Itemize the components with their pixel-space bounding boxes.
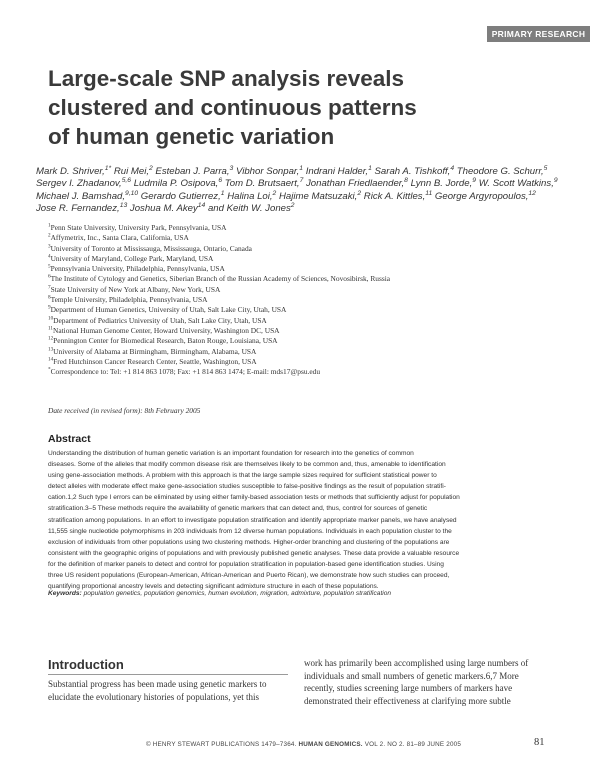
affiliation-number: 6 [48,274,51,281]
abstract-line: consistent with the geographic origins of populations and with previously published genetic analyses. These data provide a valuable resource [48,549,460,557]
introduction-left-column [48,678,293,703]
affiliation-number: 11 [48,325,53,332]
author [279,191,361,202]
introduction-heading: Introduction [48,657,124,672]
heading-rule [48,674,288,675]
author [479,178,558,189]
page-number: 81 [534,737,545,748]
abstract-line: detect alleles with moderate effect make gene-association studies susceptible to false-positive findings as the result of population stratifi- [48,483,446,491]
author [306,178,408,189]
affiliation-number: 3 [48,243,51,250]
keywords-list: population genetics, population genomics, human evolution, migration, admixture, population stratification [83,590,392,597]
footer-issue: VOL 2. NO 2. 81–89 JUNE 2005 [364,741,462,748]
affiliation [48,367,588,377]
author [375,166,455,177]
author [130,203,205,214]
author [227,191,276,202]
affiliation [48,244,588,254]
author [236,166,303,177]
affiliation-text: University of Alabama at Birmingham, Birmingham, Alabama, USA [53,346,257,356]
author-name: Sarah A. Tishkoff, [374,166,451,177]
affiliation-text: Pennington Center for Biomedical Research, Baton Rouge, Louisiana, USA [53,336,278,346]
abstract-heading: Abstract [48,433,91,445]
author-affiliation-mark: 9,10 [125,189,139,197]
title-line: of human genetic variation [48,124,335,149]
author-name: George Argyropoulos, [434,190,529,202]
author-name: Halina Loi, [227,190,273,202]
author-affiliation-mark: 5,6 [121,177,132,185]
author-name: Vibhor Sonpar, [235,166,300,177]
affiliation-text: Fred Hutchinson Cancer Research Center, Seattle, Washington, USA [53,356,257,366]
author-affiliation-mark: 1* [104,164,112,172]
author-affiliation-mark: 9 [472,177,477,185]
author-line [36,203,596,215]
affiliation-text: Pennsylvania University, Philadelphia, Pennsylvania, USA [50,264,225,274]
paragraph-line: Substantial progress has been made using genetic markers to [48,679,267,689]
author-name: Indrani Halder, [305,166,369,177]
affiliation-number: 1 [48,222,51,229]
affiliation-number: 4 [48,253,51,260]
author-affiliation-mark: 12 [528,189,536,197]
author-affiliation-mark: 13 [119,202,128,210]
author-affiliation-mark: 3 [229,164,234,172]
author [36,178,131,189]
affiliation-text: National Human Genome Center, Howard University, Washington DC, USA [52,325,280,335]
author-name: Joshua M. Akey [129,203,198,215]
author [208,203,295,214]
author-affiliation-mark: 7 [299,177,304,185]
author-affiliation-mark: 2 [357,189,362,197]
abstract-line: exclusion of individuals from other populations using two clustering methods. Higher-order branching and clustering of the populations are [48,538,450,546]
article-title [48,64,518,151]
author-list [36,166,596,216]
author [364,191,432,202]
author [435,191,536,202]
affiliation [48,326,588,336]
title-line: clustered and continuous patterns [48,95,417,120]
author-affiliation-mark: 2 [149,164,153,172]
author-name: W. Scott Watkins, [478,178,554,190]
author-name: Theodore G. Schurr, [456,166,544,177]
author [36,166,111,177]
abstract-line: for the definition of marker panels to detect and control for population stratification in population-based gene identification studies. Using [48,560,444,568]
affiliation-number: 5 [48,263,51,270]
affiliation-text: The Institute of Cytology and Genetics, Siberian Branch of the Russian Academy of Sciences, Novosibirsk, Russia [50,274,391,284]
affiliation-number: 9 [48,304,51,311]
author-affiliation-mark: 11 [425,189,433,197]
footer-publisher: © HENRY STEWART PUBLICATIONS 1479–7364. [146,741,297,748]
affiliation-number: 10 [48,315,54,322]
author-name: Michael J. Bamshad, [36,190,126,202]
date-received: Date received (in revised form): 8th February 2005 [48,406,201,415]
author-name: Sergev I. Zhadanov, [36,178,122,190]
section-tag: PRIMARY RESEARCH [487,26,590,42]
affiliation [48,316,588,326]
author-name: Rick A. Kittles, [363,190,426,202]
affiliation [48,285,588,295]
affiliation-number: 7 [48,284,51,291]
author-affiliation-mark: 5 [543,164,548,172]
author-name: Esteban J. Parra, [155,166,230,177]
author-line [36,178,596,190]
author-name: Jonathan Friedlaender, [306,178,405,190]
abstract-line: 11,555 single nucleotide polymorphisms in 203 individuals from 12 diverse human populations. Individuals in each population cluster to the [48,527,452,535]
affiliation-number: 2 [48,232,51,239]
affiliation-text: Department of Pediatrics University of Utah, Salt Lake City, Utah, USA [53,315,267,325]
author [141,191,225,202]
affiliation [48,264,588,274]
affiliation-number: 14 [48,356,54,363]
affiliation-text: Penn State University, University Park, Pennsylvania, USA [50,223,227,232]
paragraph-line: demonstrated their effectiveness at clarifying more subtle [304,695,511,706]
affiliation [48,295,588,305]
title-line: Large-scale SNP analysis reveals [48,66,405,91]
author [411,178,476,189]
author [457,166,548,177]
abstract-line: three US resident populations (European-American, African-American and Puerto Rican), we demonstrate how such studies can proceed, [48,572,450,580]
paragraph-line: work has primarily been accomplished using large numbers of [304,658,529,668]
author-affiliation-mark: 2 [272,189,277,197]
author [306,166,372,177]
abstract-body [48,448,584,592]
author-affiliation-mark: 1 [220,189,225,197]
affiliation [48,233,588,243]
affiliation [48,347,588,357]
author-affiliation-mark: 1 [299,164,304,172]
abstract-line: cation.1,2 Such type I errors can be eliminated by using either family-based association tests or methods that sufficiently adjust for population [48,494,460,502]
abstract-line: using gene-association methods. A problem with this approach is that the large sample sizes required for sufficient statistical power to [48,472,437,480]
introduction-right-column [304,657,550,707]
author [155,166,233,177]
author-name: Tom D. Brutsaert, [224,178,300,190]
abstract-line: quantifying proportional ancestry levels and detecting significant admixture structure in each of these populations. [48,583,379,591]
abstract-line: stratification among populations. In an effort to investigate population stratification and identify appropriate marker panels, we have analysed [48,516,457,524]
author-line [36,166,596,178]
author-affiliation-mark: 4 [450,164,455,172]
affiliation-text: University of Maryland, College Park, Maryland, USA [50,253,214,263]
affiliation [48,223,588,233]
author-affiliation-mark: 9 [553,177,558,185]
affiliation [48,336,588,346]
author-name: Lynn B. Jorde, [410,178,473,190]
author-affiliation-mark: 6 [218,177,223,185]
affiliation-number: 13 [48,346,54,353]
author-name: Gerardo Gutierrez, [140,190,221,202]
paragraph-line: individuals and small numbers of genetic markers.6,7 More [304,670,519,681]
affiliation-list [48,223,588,377]
author-affiliation-mark: 1 [368,164,372,172]
page-footer [146,741,461,748]
affiliation [48,274,588,284]
author [36,191,138,202]
affiliation-number: * [48,366,51,373]
author-name: and Keith W. Jones [207,203,291,215]
affiliation-text: State University of New York at Albany, New York, USA [50,284,221,294]
affiliation-text: Correspondence to: Tel: +1 814 863 1078; Fax: +1 814 863 1474; E-mail: mds17@psu.edu [50,367,321,377]
paragraph-line: elucidate the evolutionary histories of populations, yet this [48,691,259,702]
keywords-label: Keywords: [48,590,82,597]
affiliation-text: Affymetrix, Inc., Santa Clara, California, USA [50,233,189,243]
affiliation-number: 8 [48,294,51,301]
author-name: Hajime Matsuzaki, [278,190,358,202]
affiliation [48,254,588,264]
paragraph-line: recently, studies screening large numbers of markers have [304,683,513,693]
author-name: Mark D. Shriver, [36,166,105,177]
author-name: Jose R. Fernandez, [36,203,120,215]
affiliation-number: 12 [48,335,54,342]
footer-journal: HUMAN GENOMICS. [298,741,363,748]
affiliation [48,357,588,367]
affiliation-text: University of Toronto at Mississauga, Mississauga, Ontario, Canada [50,243,252,253]
author [134,178,222,189]
author [225,178,304,189]
affiliation-text: Department of Human Genetics, University of Utah, Salt Lake City, Utah, USA [50,305,287,315]
author-name: Ludmila P. Osipova, [133,178,219,190]
author [114,166,153,177]
abstract-line: diseases. Some of the alleles that modify common disease risk are themselves likely to be common and, thus, amenable to identification [48,461,446,469]
author-name: Rui Mei, [113,166,149,177]
abstract-line: Understanding the distribution of human genetic variation is an important foundation for research into the genetics of common [48,450,414,457]
keywords [48,590,584,597]
abstract-line: stratification.3–5 These methods require the availability of genetic markers that can detect and, thus, control for sources of genetic [48,505,428,513]
affiliation [48,305,588,315]
author-affiliation-mark: 2 [290,202,295,210]
author [36,203,127,214]
author-affiliation-mark: 8 [404,177,408,185]
affiliation-text: Temple University, Philadelphia, Pennsylvania, USA [50,295,208,305]
author-affiliation-mark: 14 [197,202,206,210]
